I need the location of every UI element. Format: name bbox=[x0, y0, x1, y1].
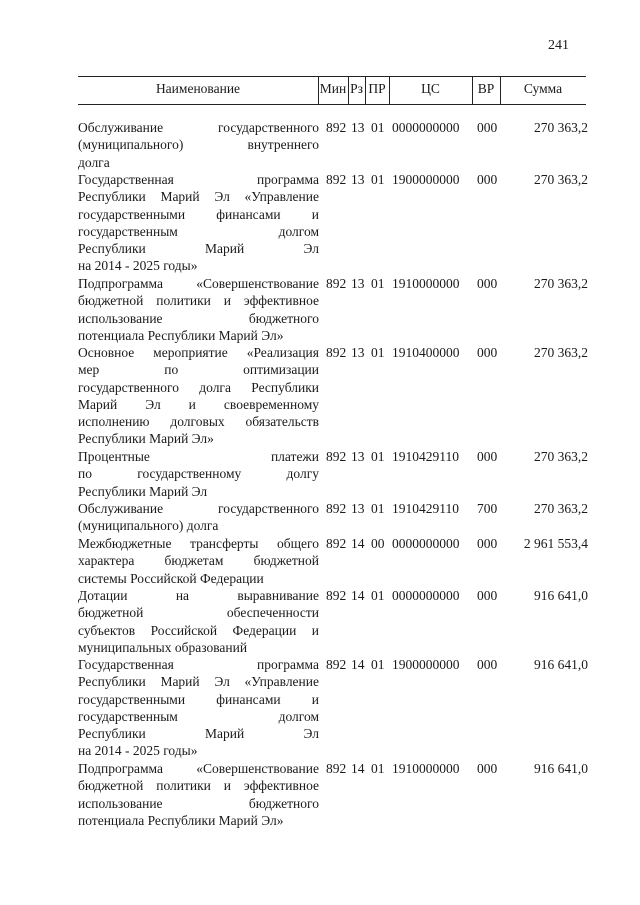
row-cs: 1910400000 bbox=[392, 345, 460, 360]
row-pr: 01 bbox=[371, 276, 385, 291]
row-cs: 0000000000 bbox=[392, 120, 460, 135]
row-name-line: государственными финансами и bbox=[78, 691, 319, 707]
header-sum: Сумма bbox=[523, 81, 563, 96]
row-name-line: Обслуживание государственного bbox=[78, 120, 319, 135]
header-top-rule bbox=[78, 76, 586, 77]
header-cs: ЦС bbox=[421, 81, 440, 96]
row-name-line: (муниципального) долга bbox=[78, 518, 219, 534]
header-bottom-rule bbox=[78, 104, 586, 105]
row-rz: 14 bbox=[351, 536, 365, 551]
row-name-line: Процентные платежи bbox=[78, 449, 319, 464]
row-name bbox=[78, 656, 319, 760]
row-name bbox=[78, 119, 319, 171]
row-name-line: на 2014 - 2025 годы» bbox=[78, 743, 198, 759]
row-name-line: Республики Марий Эл «Управление bbox=[78, 674, 319, 690]
row-name-line: государственного долга Республики bbox=[78, 379, 319, 395]
row-rz: 13 bbox=[351, 501, 365, 516]
row-cs: 1910000000 bbox=[392, 276, 460, 291]
row-vr: 000 bbox=[477, 120, 498, 135]
row-cs: 1910429110 bbox=[392, 449, 459, 464]
header-vr: ВР bbox=[477, 81, 495, 96]
row-name bbox=[78, 275, 319, 344]
row-name-line: Обслуживание государственного bbox=[78, 501, 319, 516]
row-vr: 000 bbox=[477, 536, 498, 551]
row-name-line: по государственному долгу bbox=[78, 466, 319, 482]
row-vr: 000 bbox=[477, 657, 498, 672]
row-name-line: Дотации на выравнивание bbox=[78, 588, 319, 603]
row-min: 892 bbox=[326, 761, 347, 776]
row-min: 892 bbox=[326, 657, 347, 672]
row-rz: 14 bbox=[351, 761, 365, 776]
row-cs: 1900000000 bbox=[392, 657, 460, 672]
row-min: 892 bbox=[326, 172, 347, 187]
page-number: 241 bbox=[548, 38, 569, 53]
row-vr: 000 bbox=[477, 761, 498, 776]
row-name bbox=[78, 587, 319, 656]
row-name-line: бюджетной политики и эффективное bbox=[78, 293, 319, 309]
row-pr: 01 bbox=[371, 657, 385, 672]
row-name-line: системы Российской Федерации bbox=[78, 570, 264, 586]
row-name-line: потенциала Республики Марий Эл» bbox=[78, 812, 284, 828]
row-name-line: бюджетной обеспеченности bbox=[78, 605, 319, 621]
row-vr: 000 bbox=[477, 172, 498, 187]
row-sum: 916 641,0 bbox=[534, 588, 588, 603]
row-min: 892 bbox=[326, 276, 347, 291]
row-rz: 14 bbox=[351, 657, 365, 672]
row-cs: 0000000000 bbox=[392, 536, 460, 551]
row-name-line: Подпрограмма «Совершенствование bbox=[78, 276, 319, 291]
row-vr: 000 bbox=[477, 276, 498, 291]
row-name-line: Республики Марий Эл bbox=[78, 483, 208, 499]
row-cs: 1910429110 bbox=[392, 501, 459, 516]
row-pr: 01 bbox=[371, 120, 385, 135]
row-pr: 01 bbox=[371, 761, 385, 776]
row-name-line: использование бюджетного bbox=[78, 795, 319, 811]
row-sum: 270 363,2 bbox=[534, 276, 588, 291]
row-sum: 270 363,2 bbox=[534, 120, 588, 135]
row-sum: 2 961 553,4 bbox=[523, 536, 588, 551]
row-name-line: Подпрограмма «Совершенствование bbox=[78, 761, 319, 776]
row-min: 892 bbox=[326, 501, 347, 516]
row-cs: 0000000000 bbox=[392, 588, 460, 603]
row-name-line: Основное мероприятие «Реализация bbox=[78, 345, 319, 360]
row-name-line: Межбюджетные трансферты общего bbox=[78, 536, 319, 551]
row-sum: 270 363,2 bbox=[534, 501, 588, 516]
row-name-line: субъектов Российской Федерации и bbox=[78, 622, 319, 638]
row-pr: 01 bbox=[371, 172, 385, 187]
row-name-line: мер по оптимизации bbox=[78, 362, 319, 378]
row-name-line: Республики Марий Эл» bbox=[78, 431, 214, 447]
row-name bbox=[78, 500, 319, 535]
row-name-line: Государственная программа bbox=[78, 172, 319, 187]
row-rz: 13 bbox=[351, 345, 365, 360]
header-name: Наименование bbox=[155, 81, 241, 96]
row-pr: 01 bbox=[371, 345, 385, 360]
row-name bbox=[78, 535, 319, 587]
row-rz: 13 bbox=[351, 172, 365, 187]
row-vr: 000 bbox=[477, 588, 498, 603]
row-name-line: бюджетной политики и эффективное bbox=[78, 778, 319, 794]
row-sum: 916 641,0 bbox=[534, 657, 588, 672]
row-name-line: государственным долгом bbox=[78, 708, 319, 724]
row-name-line: на 2014 - 2025 годы» bbox=[78, 258, 198, 274]
row-name bbox=[78, 760, 319, 829]
row-pr: 01 bbox=[371, 449, 385, 464]
row-name-line: исполнению долговых обязательств bbox=[78, 414, 319, 430]
row-name-line: муниципальных образований bbox=[78, 639, 248, 655]
row-pr: 01 bbox=[371, 588, 385, 603]
row-cs: 1910000000 bbox=[392, 761, 460, 776]
row-name-line: долга bbox=[78, 154, 110, 170]
row-name-line: (муниципального) внутреннего bbox=[78, 137, 319, 153]
header-min: Мин bbox=[319, 81, 347, 96]
row-pr: 01 bbox=[371, 501, 385, 516]
row-min: 892 bbox=[326, 345, 347, 360]
header-pr: ПР bbox=[368, 81, 386, 96]
row-rz: 14 bbox=[351, 588, 365, 603]
row-name-line: использование бюджетного bbox=[78, 310, 319, 326]
row-cs: 1900000000 bbox=[392, 172, 460, 187]
row-sum: 270 363,2 bbox=[534, 172, 588, 187]
row-min: 892 bbox=[326, 120, 347, 135]
row-name-line: Республики Марий Эл bbox=[78, 241, 319, 257]
header-rz: Рз bbox=[350, 81, 363, 96]
row-name-line: государственным долгом bbox=[78, 223, 319, 239]
row-name-line: Республики Марий Эл «Управление bbox=[78, 189, 319, 205]
row-name-line: Государственная программа bbox=[78, 657, 319, 672]
row-name-line: характера бюджетам бюджетной bbox=[78, 553, 319, 569]
row-rz: 13 bbox=[351, 276, 365, 291]
row-sum: 270 363,2 bbox=[534, 449, 588, 464]
row-vr: 000 bbox=[477, 449, 498, 464]
row-sum: 916 641,0 bbox=[534, 761, 588, 776]
row-name-line: Республики Марий Эл bbox=[78, 726, 319, 742]
row-rz: 13 bbox=[351, 120, 365, 135]
row-name bbox=[78, 344, 319, 448]
row-name-line: государственными финансами и bbox=[78, 206, 319, 222]
row-sum: 270 363,2 bbox=[534, 345, 588, 360]
row-name bbox=[78, 171, 319, 275]
row-min: 892 bbox=[326, 536, 347, 551]
row-name bbox=[78, 448, 319, 500]
row-min: 892 bbox=[326, 449, 347, 464]
row-rz: 13 bbox=[351, 449, 365, 464]
row-name-line: Марий Эл и своевременному bbox=[78, 396, 319, 412]
row-min: 892 bbox=[326, 588, 347, 603]
row-name-line: потенциала Республики Марий Эл» bbox=[78, 327, 284, 343]
row-vr: 000 bbox=[477, 345, 498, 360]
row-pr: 00 bbox=[371, 536, 385, 551]
row-vr: 700 bbox=[477, 501, 498, 516]
